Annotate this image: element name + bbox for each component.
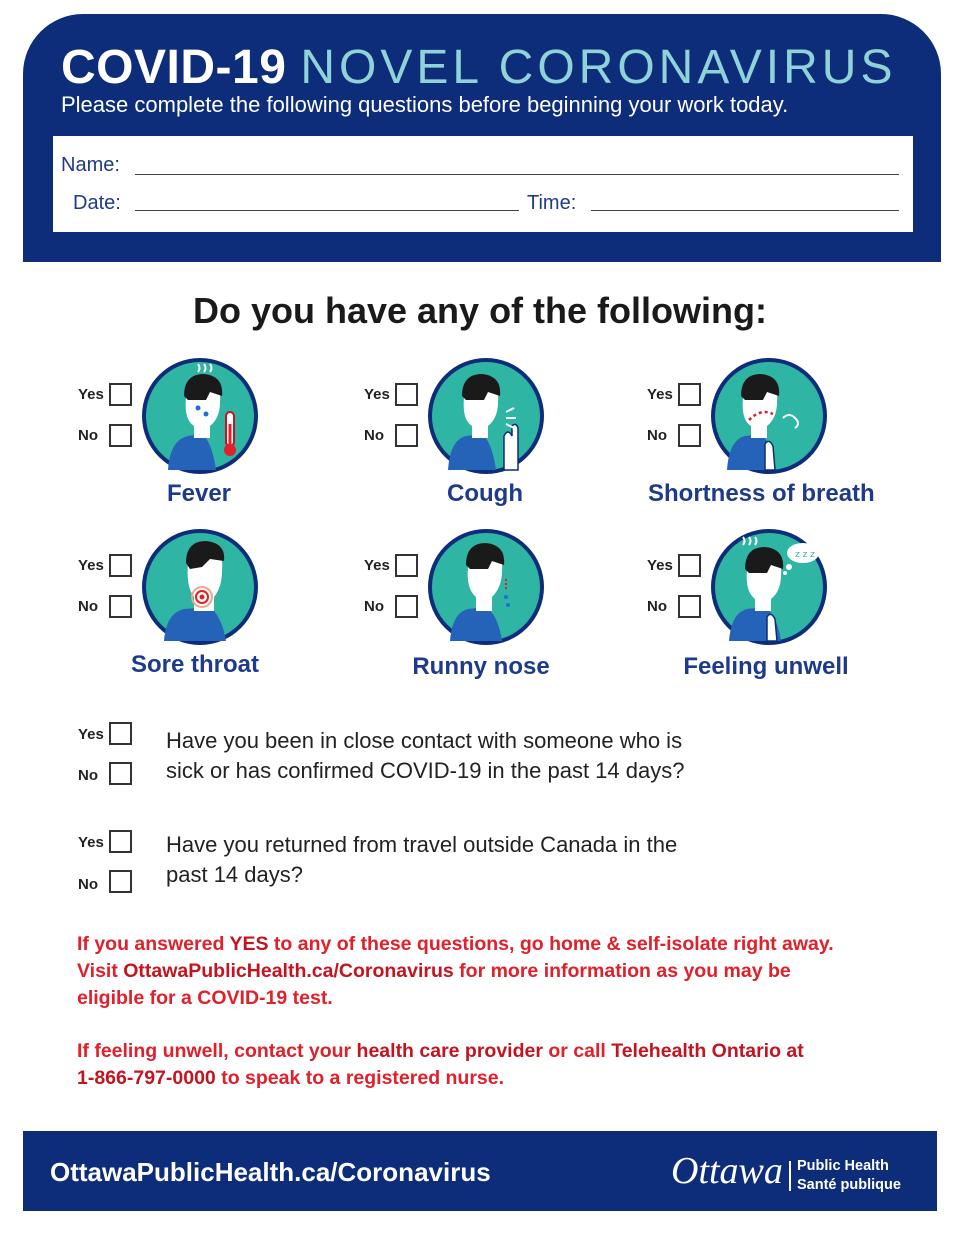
no-label: No <box>78 767 98 784</box>
ottawa-logo: Ottawa <box>671 1150 783 1192</box>
travel-question-line2: past 14 days? <box>166 862 303 887</box>
symptom-shortness-of-breath <box>646 356 946 516</box>
header-banner <box>23 14 941 262</box>
title <box>61 40 896 95</box>
yes-label: Yes <box>647 386 673 403</box>
contact-question-line1: Have you been in close contact with someone who is <box>166 728 683 753</box>
travel-no-checkbox[interactable] <box>109 870 132 893</box>
notice-text: If feeling unwell, contact your <box>77 1040 357 1062</box>
notice-text: eligible for a COVID-19 test. <box>77 987 333 1009</box>
notice-text: for more information as you may be <box>453 960 791 982</box>
cough-icon <box>426 356 546 476</box>
unwell-no-checkbox[interactable] <box>678 595 701 618</box>
subtitle: Please complete the following questions before beginning your work today. <box>61 92 789 117</box>
name-label: Name: <box>61 154 120 176</box>
yes-label: Yes <box>78 557 104 574</box>
name-date-form <box>53 136 913 232</box>
runny-nose-no-checkbox[interactable] <box>395 595 418 618</box>
symptom-runny-nose <box>363 527 663 687</box>
notice-telehealth: Telehealth Ontario at <box>611 1040 804 1062</box>
unwell-yes-checkbox[interactable] <box>678 554 701 577</box>
sore-throat-icon <box>140 527 260 647</box>
contact-yes-checkbox[interactable] <box>109 722 132 745</box>
travel-question-line1: Have you returned from travel outside Canada in the <box>166 832 678 857</box>
sore-throat-yes-checkbox[interactable] <box>109 554 132 577</box>
date-label: Date: <box>73 192 121 214</box>
cough-label: Cough <box>447 480 523 507</box>
runny-nose-yes-checkbox[interactable] <box>395 554 418 577</box>
logo-public-health: Public Health <box>797 1158 889 1174</box>
footer-url-link[interactable]: OttawaPublicHealth.ca/Coronavirus <box>50 1157 491 1187</box>
symptom-cough <box>363 356 663 516</box>
fever-no-checkbox[interactable] <box>109 424 132 447</box>
notice-text: If you answered <box>77 933 230 955</box>
no-label: No <box>647 598 667 615</box>
breath-no-checkbox[interactable] <box>678 424 701 447</box>
contact-no-checkbox[interactable] <box>109 762 132 785</box>
no-label: No <box>78 876 98 893</box>
symptom-feeling-unwell <box>646 527 946 687</box>
cough-yes-checkbox[interactable] <box>395 383 418 406</box>
notice-provider: health care provider <box>356 1040 543 1062</box>
title-novel-coronavirus: NOVEL CORONAVIRUS <box>300 41 897 94</box>
cough-no-checkbox[interactable] <box>395 424 418 447</box>
symptom-sore-throat <box>77 527 377 687</box>
yes-label: Yes <box>78 834 104 851</box>
name-field[interactable] <box>135 174 899 175</box>
no-label: No <box>364 427 384 444</box>
contact-question-line2: sick or has confirmed COVID-19 in the past 14 days? <box>166 758 685 783</box>
symptom-fever <box>77 356 377 516</box>
yes-label: Yes <box>78 726 104 743</box>
notice-yes: YES <box>229 933 269 955</box>
footer-banner <box>23 1131 937 1211</box>
yes-label: Yes <box>78 386 104 403</box>
yes-label: Yes <box>647 557 673 574</box>
time-field[interactable] <box>591 210 899 211</box>
breath-yes-checkbox[interactable] <box>678 383 701 406</box>
date-field[interactable] <box>135 210 519 211</box>
fever-label: Fever <box>166 480 232 507</box>
travel-yes-checkbox[interactable] <box>109 830 132 853</box>
shortness-of-breath-icon <box>709 356 829 476</box>
notice-paragraph-1 <box>77 931 897 1012</box>
title-covid: COVID-19 <box>61 41 287 94</box>
logo-sante-publique: Santé publique <box>797 1177 901 1193</box>
notice-link[interactable]: OttawaPublicHealth.ca/Coronavirus <box>123 960 454 982</box>
logo-divider <box>789 1161 791 1191</box>
shortness-of-breath-label: Shortness of breath <box>648 480 875 507</box>
fever-yes-checkbox[interactable] <box>109 383 132 406</box>
feeling-unwell-icon <box>709 527 829 647</box>
feeling-unwell-label: Feeling unwell <box>683 653 849 680</box>
sore-throat-no-checkbox[interactable] <box>109 595 132 618</box>
notice-text: to any of these questions, go home & self-isolate right away. <box>268 933 834 955</box>
no-label: No <box>78 427 98 444</box>
time-label: Time: <box>527 192 577 214</box>
no-label: No <box>364 598 384 615</box>
no-label: No <box>78 598 98 615</box>
notice-paragraph-2 <box>77 1038 897 1092</box>
sore-throat-label: Sore throat <box>130 651 259 678</box>
notice-text: Visit <box>77 960 124 982</box>
runny-nose-label: Runny nose <box>412 653 550 680</box>
question-heading: Do you have any of the following: <box>192 290 767 331</box>
notice-phone[interactable]: 1-866-797-0000 <box>77 1067 216 1089</box>
yes-label: Yes <box>364 386 390 403</box>
runny-nose-icon <box>426 527 546 647</box>
notice-text: to speak to a registered nurse. <box>215 1067 505 1089</box>
yes-label: Yes <box>364 557 390 574</box>
notice-text: or call <box>542 1040 612 1062</box>
no-label: No <box>647 427 667 444</box>
svg-text:z z z: z z z <box>795 550 815 560</box>
fever-icon <box>140 356 260 476</box>
